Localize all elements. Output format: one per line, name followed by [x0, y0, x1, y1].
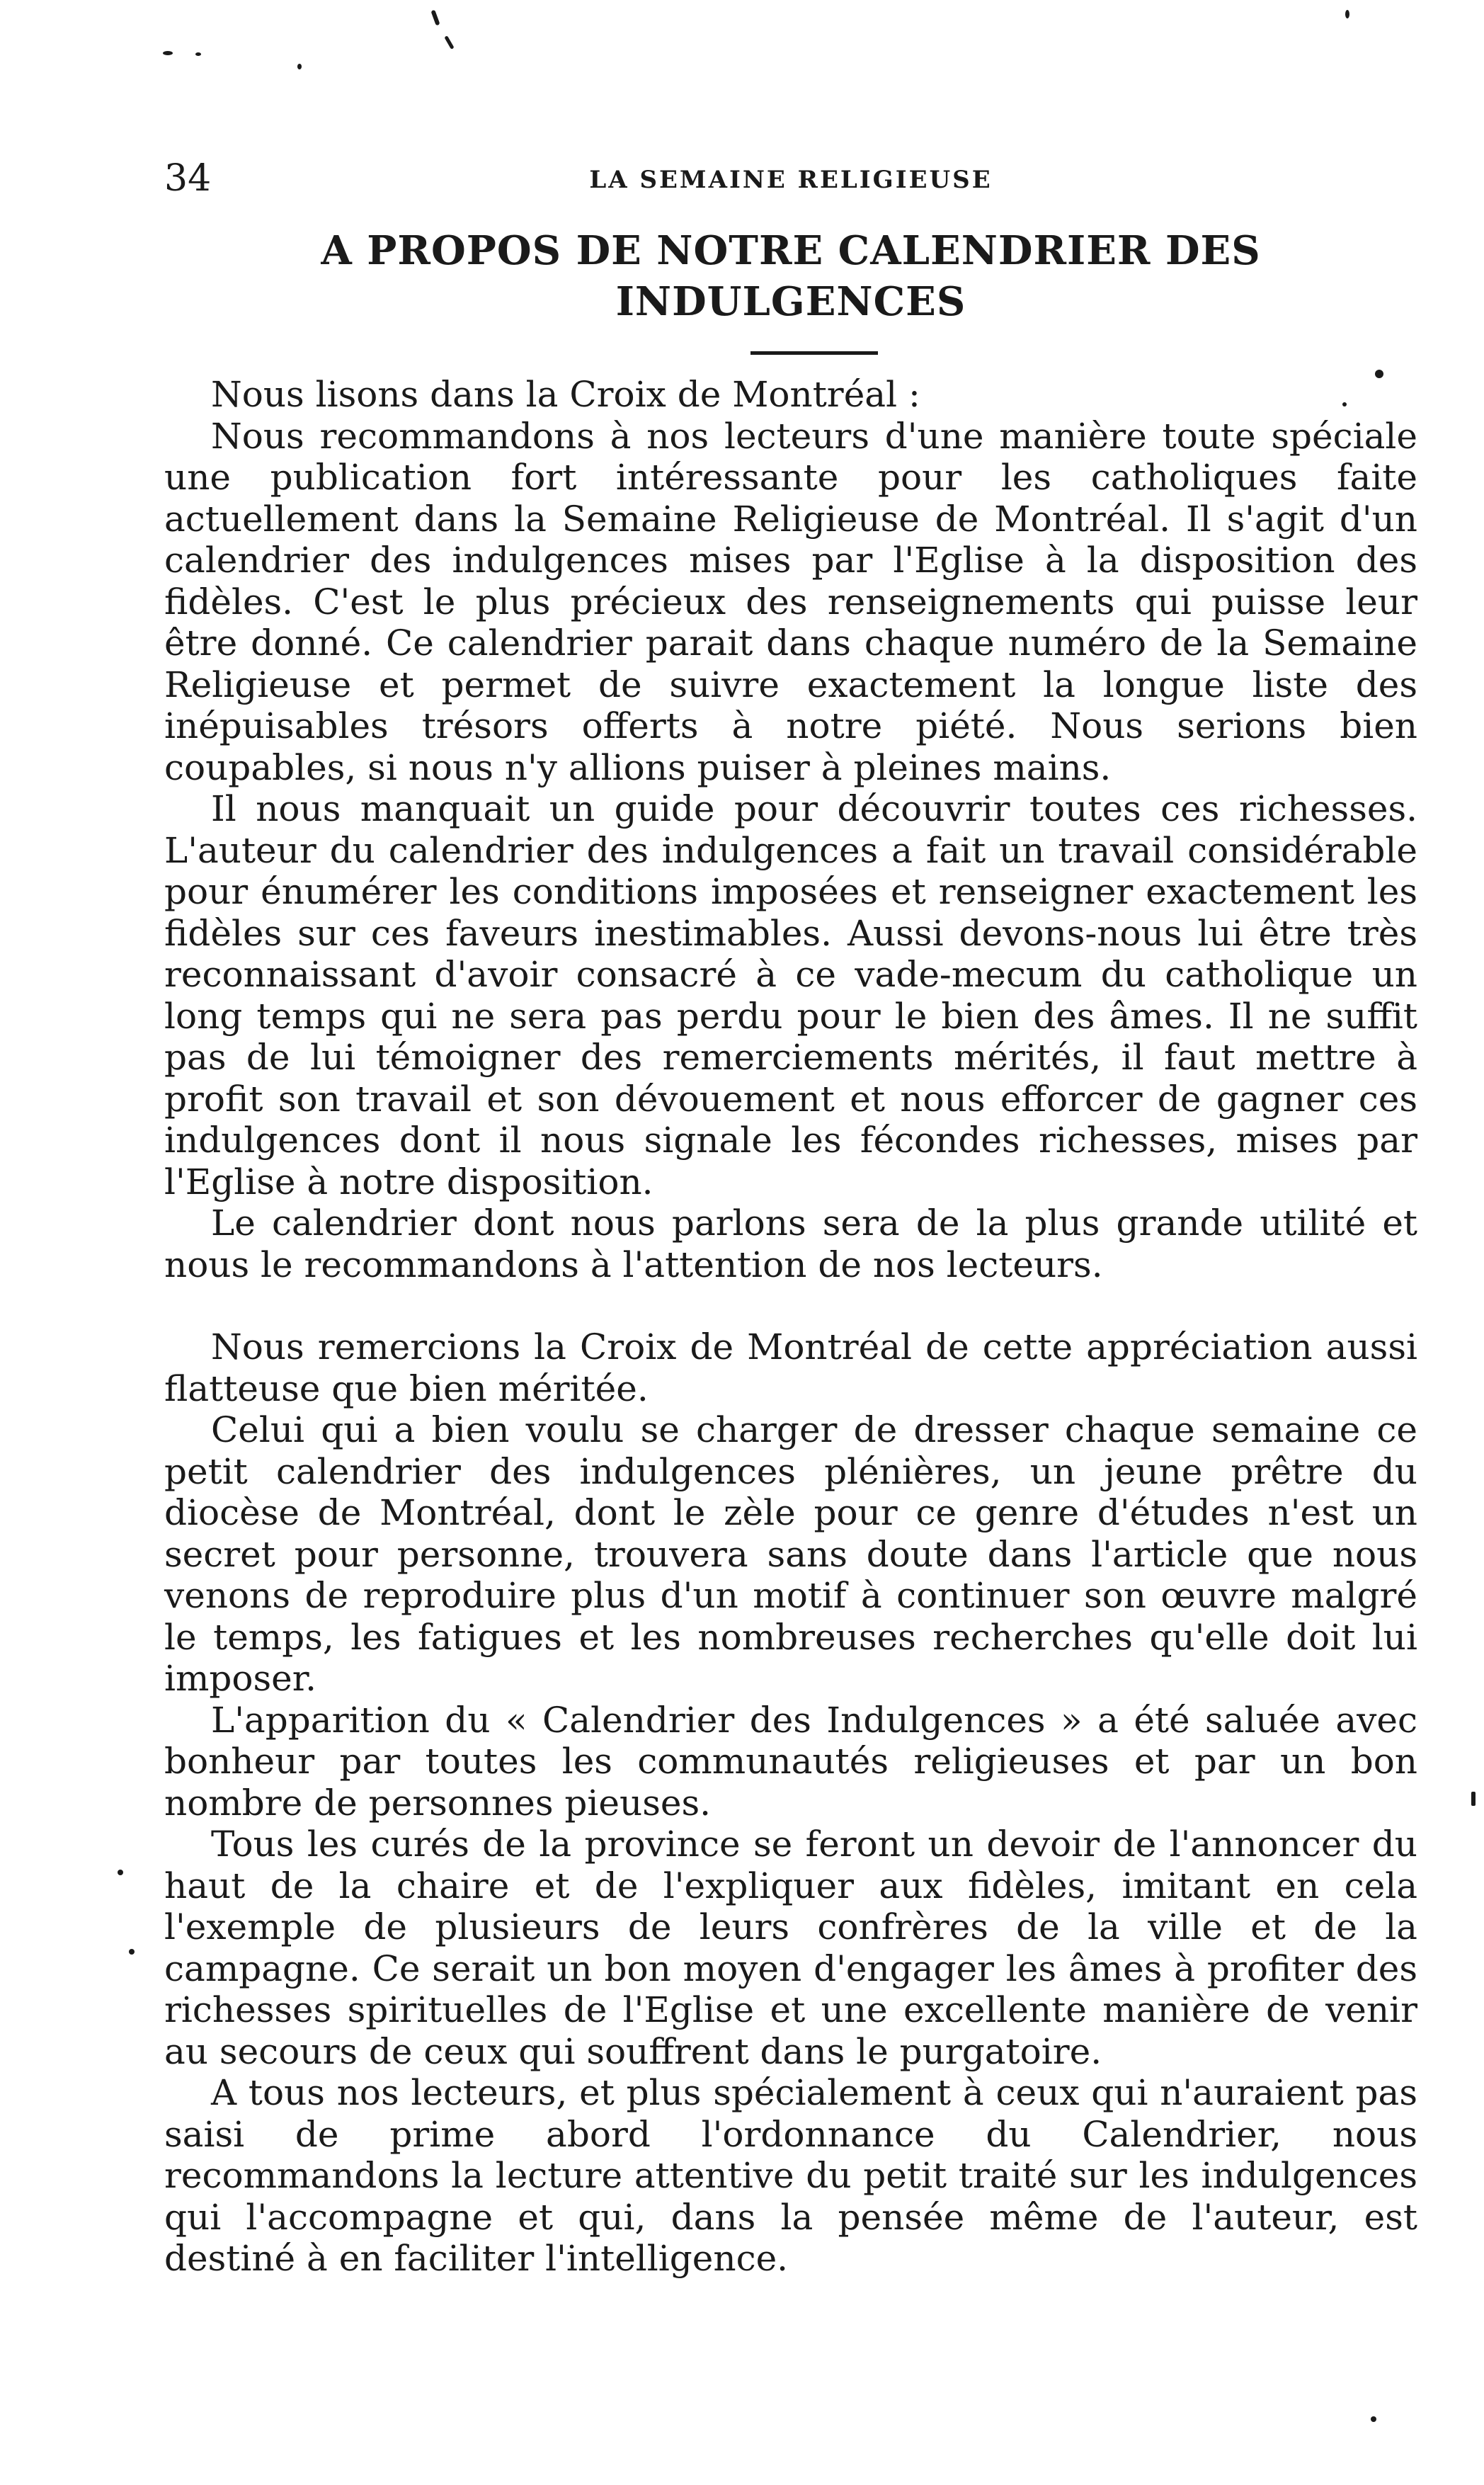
scan-speck: [297, 64, 302, 69]
page-number: 34: [164, 157, 212, 200]
quote-paragraph: Le calendrier dont nous parlons sera de la plus grande utilité et nous le recommandons à l'attention de nos lecteurs.: [164, 1202, 1417, 1285]
response-paragraph: A tous nos lecteurs, et plus spécialement à ceux qui n'auraient pas saisi de prime abord l'ordonnance du Calendrier, nous recommandons la lecture attentive du petit traité sur les indulgences qui l'accompagne et qui, dans la pensée même de l'auteur, est destiné à en faciliter l'intelligence.: [164, 2072, 1417, 2279]
article-title: A PROPOS DE NOTRE CALENDRIER DES INDULGENCES: [321, 227, 1261, 325]
scan-speck: [195, 52, 201, 56]
scan-speck: [430, 10, 440, 26]
scan-speck: [163, 51, 173, 55]
scan-speck: [1371, 2416, 1376, 2422]
response-paragraph: Celui qui a bien voulu se charger de dresser chaque semaine ce petit calendrier des indulgences plénières, un jeune prêtre du diocèse de Montréal, dont le zèle pour ce genre d'études n'est un secret pour personne, trouvera sans doute dans l'article que nous venons de reproduire plus d'un motif à continuer son œuvre malgré le temps, les fatigues et les nombreuses recherches qu'elle doit lui imposer.: [164, 1409, 1417, 1699]
journal-title: LA SEMAINE RELIGIEUSE: [589, 166, 993, 194]
title-divider: [750, 351, 878, 355]
article-body: [164, 374, 1417, 2280]
scan-speck: [129, 1949, 135, 1955]
scan-speck: [444, 35, 454, 50]
intro-paragraph: Nous lisons dans la Croix de Montréal :: [211, 374, 920, 415]
scan-speck: [1375, 370, 1383, 378]
quote-paragraph: Nous recommandons à nos lecteurs d'une manière toute spéciale une publication fort intéressante pour les catholiques faite actuellement dans la Semaine Religieuse de Montréal. Il s'agit d'un calendrier des indulgences mises par l'Eglise à la disposition des fidèles. C'est le plus précieux des renseignements qui puisse leur être donné. Ce calendrier parait dans chaque numéro de la Semaine Religieuse et permet de suivre exactement la longue liste des inépuisables trésors offerts à notre piété. Nous serions bien coupables, si nous n'y allions puiser à pleines mains.: [164, 415, 1417, 788]
response-paragraph: Nous remercions la Croix de Montréal de cette appréciation aussi flatteuse que bien méritée.: [164, 1326, 1417, 1409]
response-paragraph: L'apparition du « Calendrier des Indulgences » a été saluée avec bonheur par toutes les communautés religieuses et par un bon nombre de personnes pieuses.: [164, 1699, 1417, 1824]
scan-speck: [1342, 402, 1347, 406]
response-paragraph: Tous les curés de la province se feront un devoir de l'annoncer du haut de la chaire et de l'expliquer aux fidèles, imitant en cela l'exemple de plusieurs de leurs confrères de la ville et de la campagne. Ce serait un bon moyen d'engager les âmes à profiter des richesses spirituelles de l'Eglise et une excellente manière de venir au secours de ceux qui souffrent dans le purgatoire.: [164, 1824, 1417, 2072]
scan-speck: [118, 1870, 123, 1875]
running-head: [164, 157, 1417, 207]
quote-paragraph: Il nous manquait un guide pour découvrir toutes ces richesses. L'auteur du calendrier des indulgences a fait un travail considérable pour énumérer les conditions imposées et renseigner exactement les fidèles sur ces faveurs inestimables. Aussi devons-nous lui être très reconnaissant d'avoir consacré à ce vade-mecum du catholique un long temps qui ne sera pas perdu pour le bien des âmes. Il ne suffit pas de lui témoigner des remerciements mérités, il faut mettre à profit son travail et son dévouement et nous efforcer de gagner ces indulgences dont il nous signale les fécondes richesses, mises par l'Eglise à notre disposition.: [164, 788, 1417, 1202]
scan-speck: [1471, 1792, 1476, 1806]
scan-speck: [1345, 10, 1349, 18]
